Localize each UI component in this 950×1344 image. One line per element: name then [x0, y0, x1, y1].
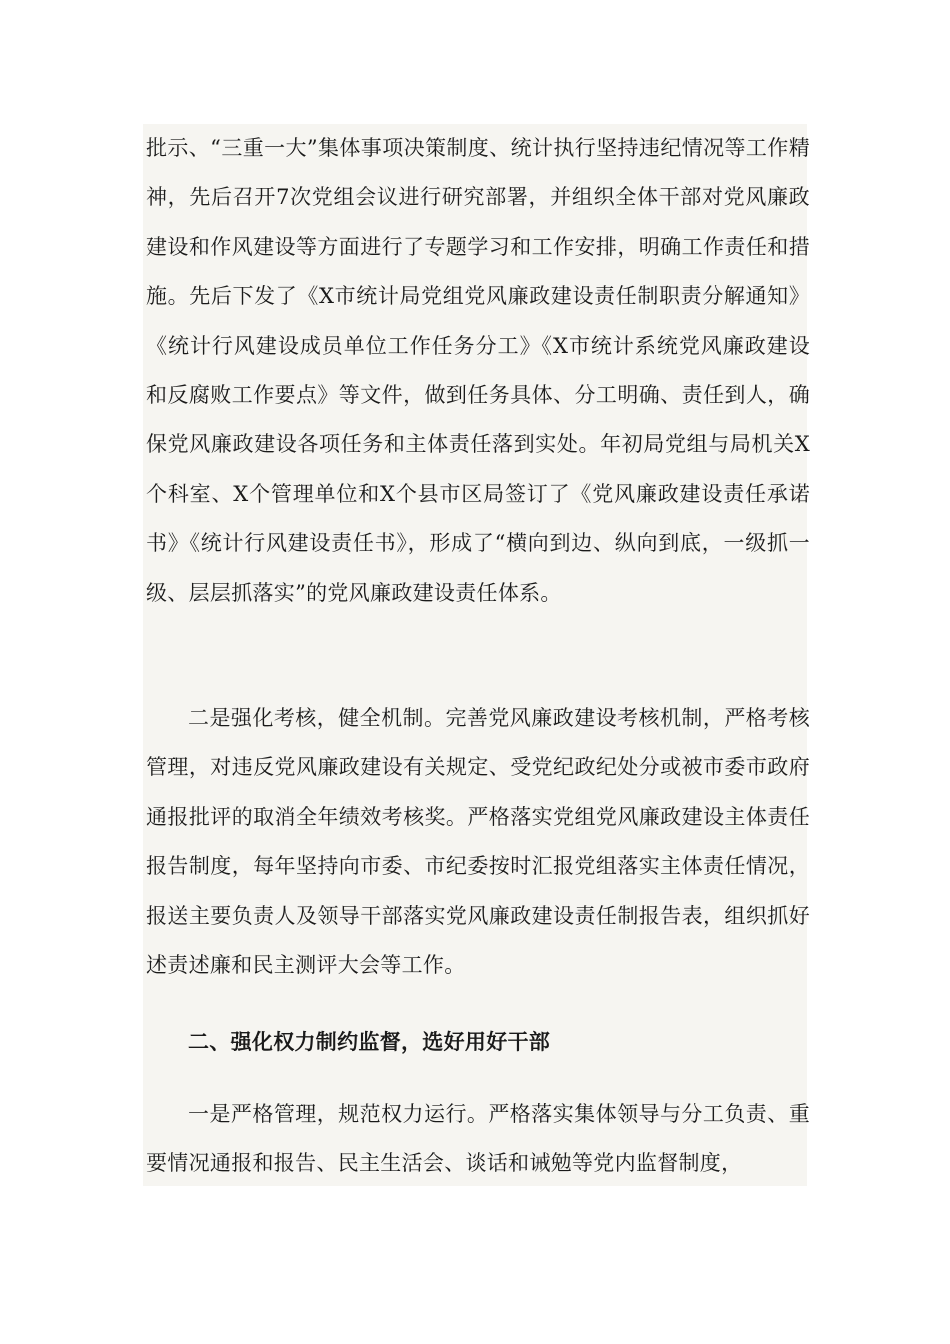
section-heading-power-supervision: 二、强化权力制约监督，选好用好干部 [188, 1029, 551, 1054]
paragraph-responsibility-system: 批示、“三重一大”集体事项决策制度、统计执行坚持违纪情况等工作精神，先后召开7次党组会议进行研究部署，并组织全体干部对党风廉政建设和作风建设等方面进行了专题学习和工作安排，明确工作责任和措施。先后下发了《X市统计局党组党风廉政建设责任制职责分解通知》《统计行风建设成员单位工作任务分工》《X市统计系统党风廉政建设和反腐败工作要点》等文件，做到任务具体、分工明确、责任到人，确保党风廉政建设各项任务和主体责任落到实处。年初局党组与局机关X个科室、X个管理单位和X个县市区局签订了《党风廉政建设责任承诺书》《统计行风建设责任书》，形成了“横向到边、纵向到底，一级抓一级、层层抓落实”的党风廉政建设责任体系。 [146, 136, 810, 605]
paragraph-assessment-mechanism: 二是强化考核，健全机制。完善党风廉政建设考核机制，严格考核管理，对违反党风廉政建设有关规定、受党纪政纪处分或被市委市政府通报批评的取消全年绩效考核奖。严格落实党组党风廉政建设主体责任报告制度，每年坚持向市委、市纪委按时汇报党组落实主体责任情况，报送主要负责人及领导干部落实党风廉政建设责任制报告表，组织抓好述责述廉和民主测评大会等工作。 [146, 706, 810, 978]
paragraph-strict-management: 一是严格管理，规范权力运行。严格落实集体领导与分工负责、重要情况通报和报告、民主生活会、谈话和诫勉等党内监督制度， [146, 1102, 810, 1176]
